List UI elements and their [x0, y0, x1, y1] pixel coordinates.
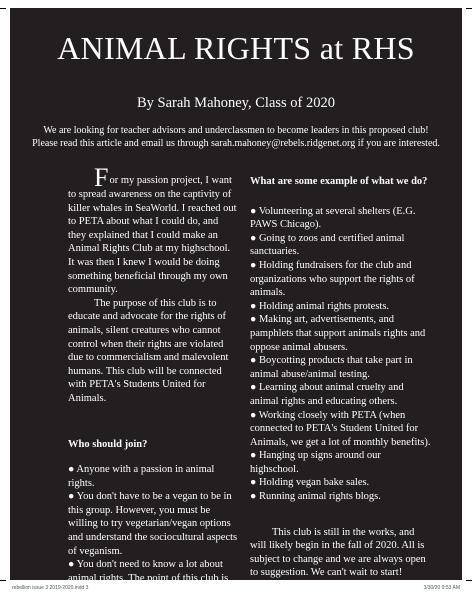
list-item: ● Working closely with PETA (when connected to PETA's Student United for Animals, we get a lot of monthly benefits). — [250, 409, 431, 448]
closing-paragraph: This club is still in the works, and will likely begin in the fall of 2020. All is subject to change and we are always open to suggestion. We can't wait to start! — [250, 526, 426, 579]
examples-heading: What are some example of what we do? — [250, 176, 428, 187]
list-item: ● Making art, advertisements, and pamphlets that support animals rights and oppose animal abusers. — [250, 314, 426, 353]
crop-mark — [0, 580, 6, 581]
print-slug-date: 3/30/20 9:53 AM — [423, 585, 460, 591]
crop-mark — [0, 8, 6, 9]
drop-cap: F — [94, 163, 109, 192]
list-item: ● Holding animal rights protests. — [250, 300, 390, 312]
list-item: ● Volunteering at several shelters (E.G. PAWS Chicago). — [250, 205, 416, 231]
list-item: ● Holding vegan bake sales. — [250, 477, 370, 489]
list-item: ● Holding fundraisers for the club and organizations who support the rights of animals. — [250, 259, 415, 299]
byline: By Sarah Mahoney, Class of 2020 — [136, 95, 335, 111]
who-should-join-heading: Who should join? — [68, 438, 148, 450]
list-item: ● Boycotting products that take part in animal abuse/animal testing. — [250, 355, 413, 380]
list-item: ● You don't have to be a vegan to be in this group. However, you must be willing to try vegetarian/vegan options and understand the sociocultural aspects of veganism. — [68, 491, 238, 557]
list-item: ● Hanging up signs around our highschool. — [250, 450, 381, 475]
opening-paragraph-text: or my passion project, I want to spread awareness on the captivity of killer whales in SeaWorld. I reached out to PETA about what I could do, and they explained that I could make an Animal Rights Club at my highschool. It was then I knew I would be doing something beneficial through my own community. — [68, 175, 237, 296]
print-slug-file: rebellion issue 3 2019-2020.indd 3 — [12, 585, 89, 591]
intro-text: We are looking for teacher advisors and underclassmen to become leaders in this proposed club! Please read this article and email us through sarah.mahoney@rebels.ridgenet.org if you are interested. — [32, 125, 440, 149]
list-item: ● Anyone with a passion in animal rights. — [68, 464, 215, 489]
crop-mark — [466, 580, 472, 581]
crop-mark — [466, 8, 472, 9]
left-column — [68, 163, 238, 613]
list-item: ● Going to zoos and certified animal sanctuaries. — [250, 232, 405, 258]
opening-paragraph — [68, 163, 238, 297]
list-item: ● Learning about animal cruelty and animal rights and educating others. — [250, 382, 404, 407]
purpose-paragraph: The purpose of this club is to educate and advocate for the rights of animals, silent creatures who cannot control when their rights are violated due to commercialism and malevolent humans. This club will be connected with PETA's Students United for Animals. — [68, 297, 229, 404]
right-column — [250, 175, 432, 580]
list-item: ● You don't need to know a lot about animal rights. The point of this club is to spread awareness, and teach others how they can become activists! — [68, 559, 229, 612]
page-title: ANIMAL RIGHTS at RHS — [57, 30, 415, 66]
list-item: ● Running animal rights blogs. — [250, 491, 381, 503]
